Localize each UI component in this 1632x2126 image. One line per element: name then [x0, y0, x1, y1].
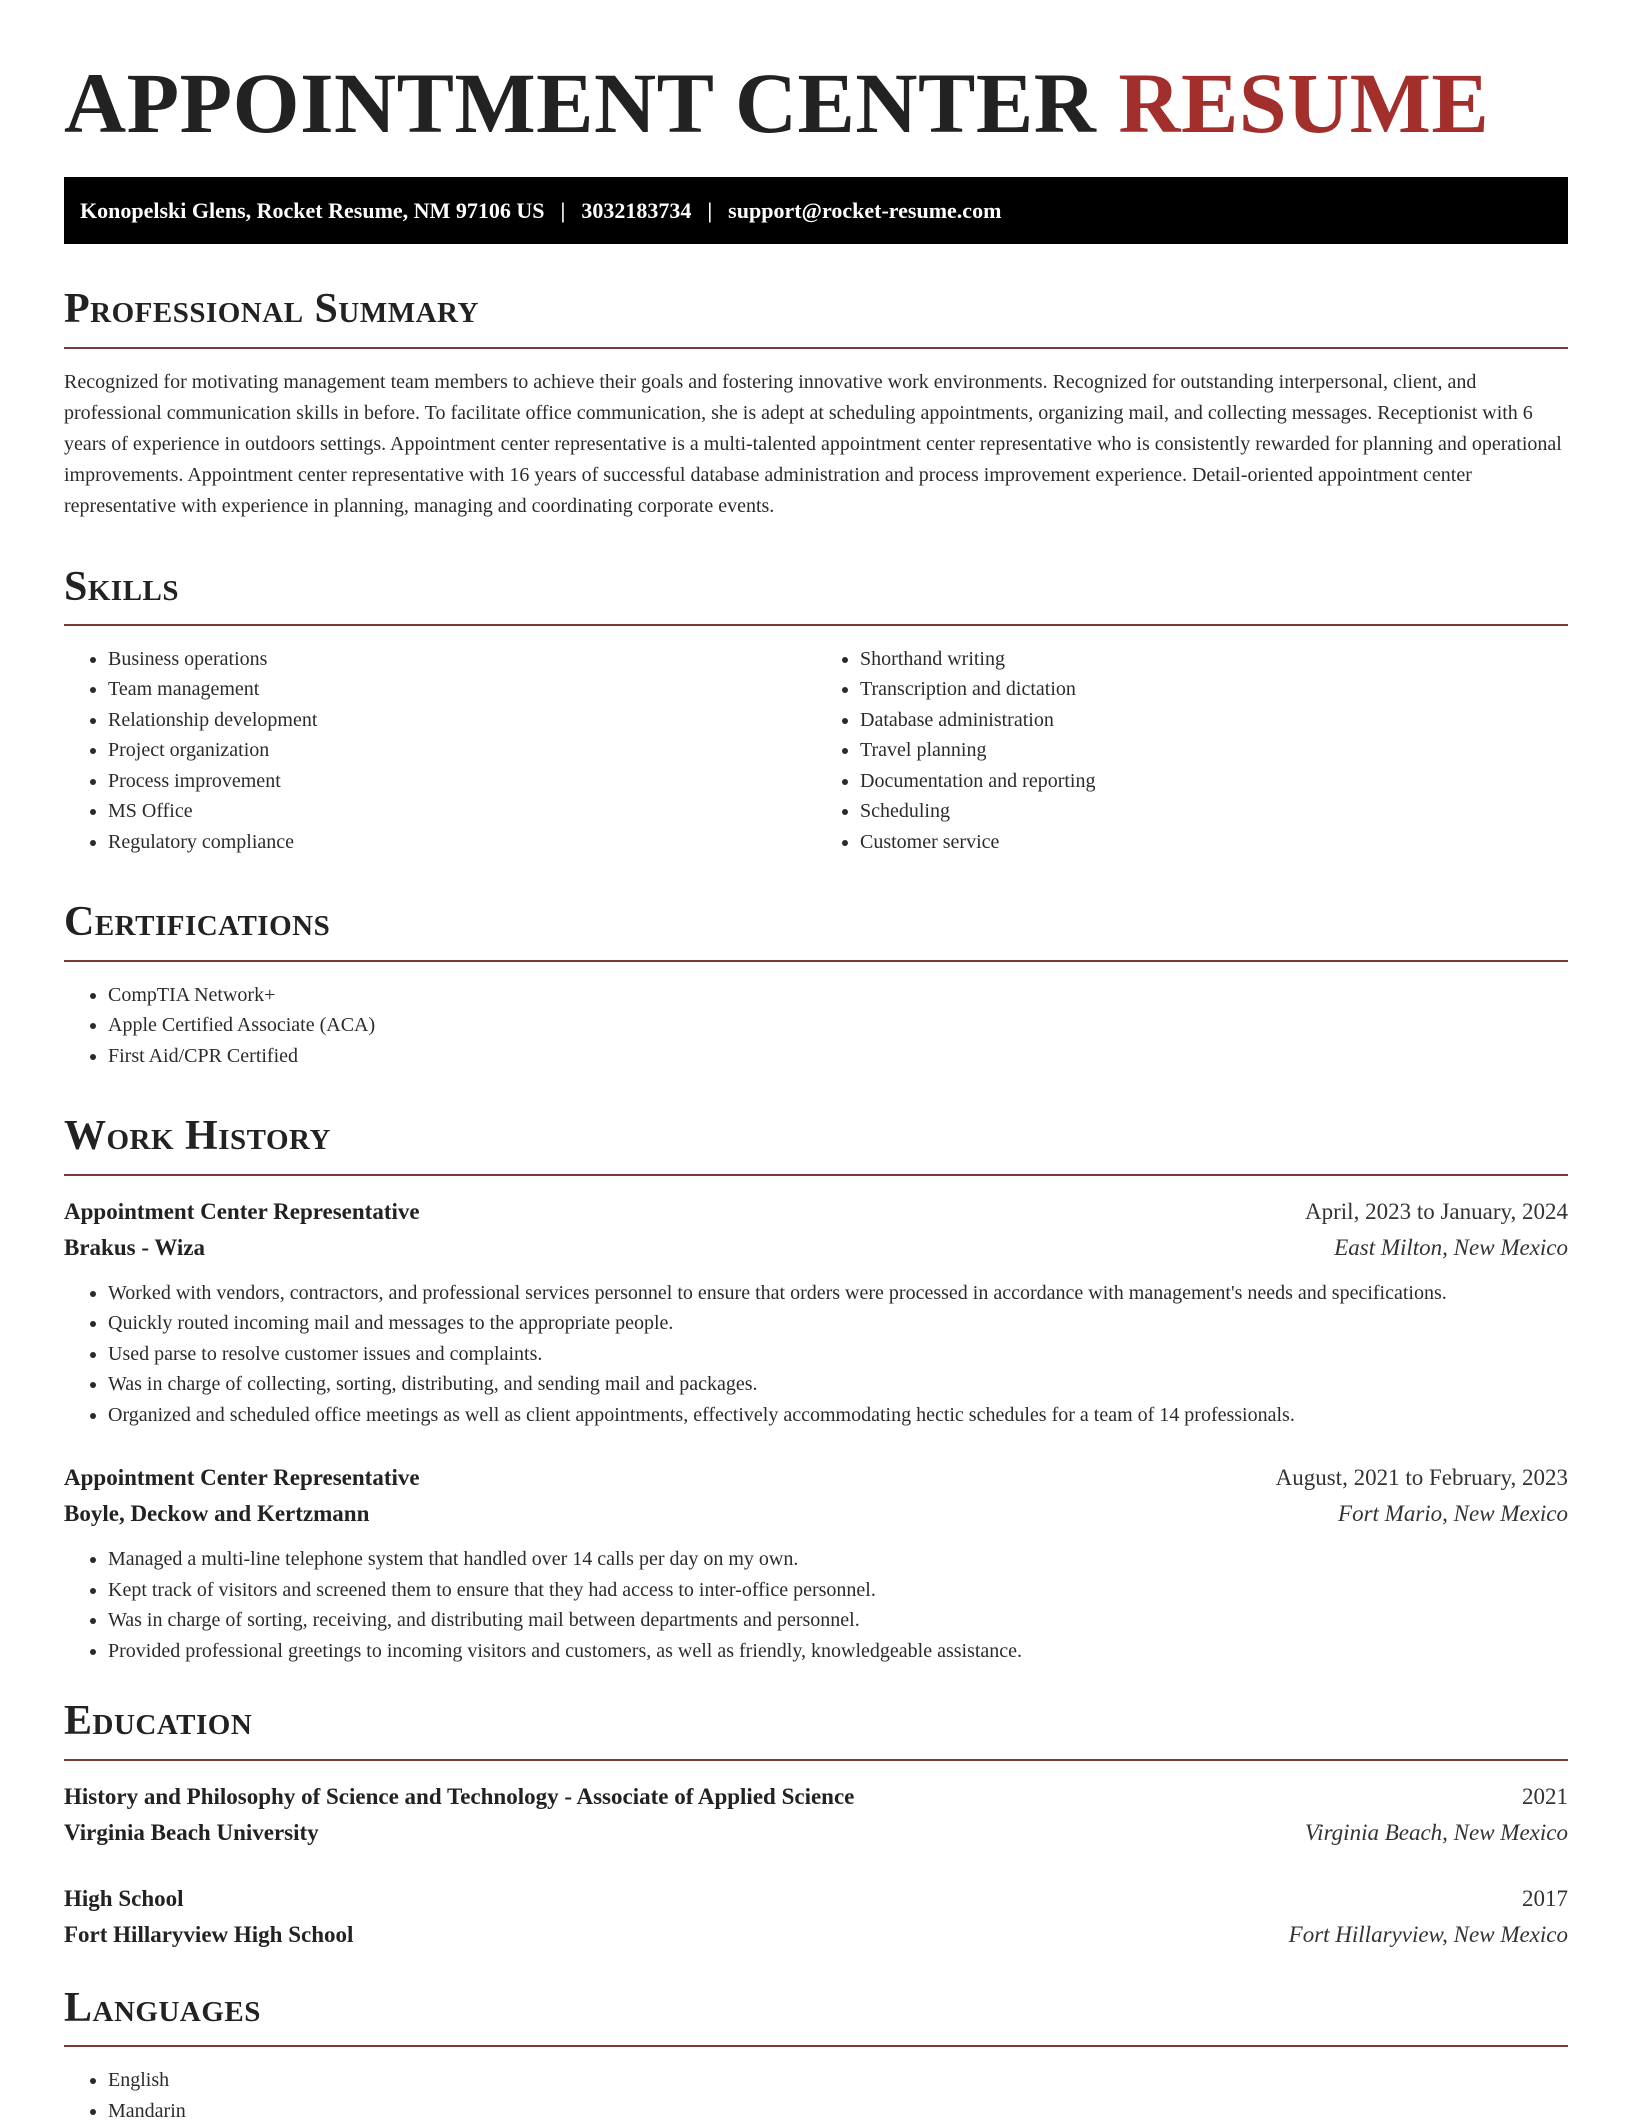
job-company: Boyle, Deckow and Kertzmann [64, 1501, 370, 1527]
contact-bar [64, 177, 1568, 244]
certifications-section [64, 897, 1568, 1071]
education-location: Virginia Beach, New Mexico [1304, 1819, 1568, 1845]
skill-item: • Scheduling [860, 796, 1568, 827]
skill-item: • Regulatory compliance [108, 827, 816, 858]
job-title: Appointment Center Representative [64, 1465, 420, 1491]
work-history-section [64, 1111, 1568, 1666]
job-company-row [64, 1496, 1568, 1532]
section-heading-education: Education [64, 1698, 253, 1745]
job-duty-item: • Worked with vendors, contractors, and professional services personnel to ensure that orders were processed in accordance with management's needs and specifications. [108, 1278, 1568, 1309]
title-accent: RESUME [1118, 55, 1490, 151]
skill-item: • Customer service [860, 827, 1568, 858]
education-school-row [64, 1815, 1568, 1851]
certification-item: • Apple Certified Associate (ACA) [108, 1010, 1568, 1041]
job-dates: April, 2023 to January, 2024 [1305, 1198, 1568, 1224]
job-duty-item: • Organized and scheduled office meetings as well as client appointments, effectively accommodating hectic schedules for a team of 14 professionals. [108, 1400, 1568, 1431]
skill-item: • Process improvement [108, 766, 816, 797]
language-item: • Mandarin [108, 2096, 1568, 2126]
job-dates: August, 2021 to February, 2023 [1275, 1465, 1568, 1491]
section-divider [64, 2045, 1568, 2047]
education-entry [64, 1881, 1568, 1953]
skill-item: • Documentation and reporting [860, 766, 1568, 797]
summary-text: Recognized for motivating management team members to achieve their goals and fostering innovative work environments. Recognized for outstanding interpersonal, client, and professional communication skills in before. To facilitate office communication, she is adept at scheduling appointments, organizing mail, and collecting messages. Receptionist with 6 years of experience in outdoors settings. Appointment center representative is a multi-talented appointment center representative who is consistently rewarded for planning and operational improvements. Appointment center representative with 16 years of successful database administration and process improvement experience. Detail-oriented appointment center representative with experience in planning, managing and coordinating corporate events. [64, 370, 1562, 517]
contact-email[interactable]: support@rocket-resume.com [728, 197, 1002, 223]
job-location: East Milton, New Mexico [1334, 1234, 1568, 1260]
job-entry [64, 1460, 1568, 1666]
certifications-list [64, 980, 1568, 1072]
education-entry [64, 1779, 1568, 1851]
skills-section [64, 562, 1568, 858]
skill-item: • MS Office [108, 796, 816, 827]
job-location: Fort Mario, New Mexico [1338, 1501, 1568, 1527]
education-year: 2021 [1522, 1783, 1568, 1809]
job-duty-item: • Kept track of visitors and screened them to ensure that they had access to inter-office personnel. [108, 1575, 1568, 1606]
title-main: APPOINTMENT CENTER [64, 55, 1097, 151]
summary-section [64, 284, 1568, 521]
skill-item: • Shorthand writing [860, 644, 1568, 675]
skill-item: • Database administration [860, 705, 1568, 736]
job-duty-item: • Was in charge of collecting, sorting, distributing, and sending mail and packages. [108, 1369, 1568, 1400]
section-heading-summary: Professional Summary [64, 286, 479, 333]
job-header-row [64, 1194, 1568, 1230]
skill-item: • Relationship development [108, 705, 816, 736]
education-section [64, 1696, 1568, 1952]
languages-section [64, 1983, 1568, 2126]
education-school: Virginia Beach University [64, 1819, 319, 1845]
education-location: Fort Hillaryview, New Mexico [1288, 1921, 1568, 1947]
job-entry [64, 1194, 1568, 1431]
job-duties-list [64, 1278, 1568, 1431]
job-duty-item: • Managed a multi-line telephone system that handled over 14 calls per day on my own. [108, 1544, 1568, 1575]
section-heading-languages: Languages [64, 1984, 261, 2031]
section-divider [64, 1174, 1568, 1176]
job-duties-list [64, 1544, 1568, 1666]
skill-item: • Project organization [108, 735, 816, 766]
section-divider [64, 960, 1568, 962]
resume-title [64, 52, 1568, 155]
section-divider [64, 347, 1568, 349]
skill-item: • Business operations [108, 644, 816, 675]
education-degree-row [64, 1779, 1568, 1815]
job-duty-item: • Was in charge of sorting, receiving, and distributing mail between departments and personnel. [108, 1605, 1568, 1636]
job-duty-item: • Used parse to resolve customer issues and complaints. [108, 1339, 1568, 1370]
language-item: • English [108, 2065, 1568, 2096]
section-divider [64, 624, 1568, 626]
certification-item: • CompTIA Network+ [108, 980, 1568, 1011]
job-company: Brakus - Wiza [64, 1234, 206, 1260]
contact-separator: | [560, 197, 566, 223]
job-duty-item: • Quickly routed incoming mail and messages to the appropriate people. [108, 1308, 1568, 1339]
skill-item: • Transcription and dictation [860, 674, 1568, 705]
job-title: Appointment Center Representative [64, 1198, 420, 1224]
education-school: Fort Hillaryview High School [64, 1921, 354, 1947]
languages-list [64, 2065, 1568, 2126]
section-heading-skills: Skills [64, 563, 180, 610]
section-heading-certifications: Certifications [64, 899, 331, 946]
job-duty-item: • Provided professional greetings to incoming visitors and customers, as well as friendly, knowledgeable assistance. [108, 1636, 1568, 1667]
education-year: 2017 [1522, 1885, 1568, 1911]
education-degree: High School [64, 1885, 184, 1911]
education-degree: History and Philosophy of Science and Technology - Associate of Applied Science [64, 1783, 855, 1809]
skill-item: • Travel planning [860, 735, 1568, 766]
section-divider [64, 1759, 1568, 1761]
job-header-row [64, 1460, 1568, 1496]
contact-separator: | [707, 197, 713, 223]
education-degree-row [64, 1881, 1568, 1917]
skills-list-left [64, 644, 816, 858]
certification-item: • First Aid/CPR Certified [108, 1041, 1568, 1072]
job-company-row [64, 1230, 1568, 1266]
skills-columns [64, 644, 1568, 858]
skills-list-right [816, 644, 1568, 858]
skill-item: • Team management [108, 674, 816, 705]
contact-phone[interactable]: 3032183734 [581, 197, 692, 223]
contact-address: Konopelski Glens, Rocket Resume, NM 97106 US [80, 197, 545, 223]
section-heading-work-history: Work History [64, 1113, 331, 1160]
education-school-row [64, 1917, 1568, 1953]
